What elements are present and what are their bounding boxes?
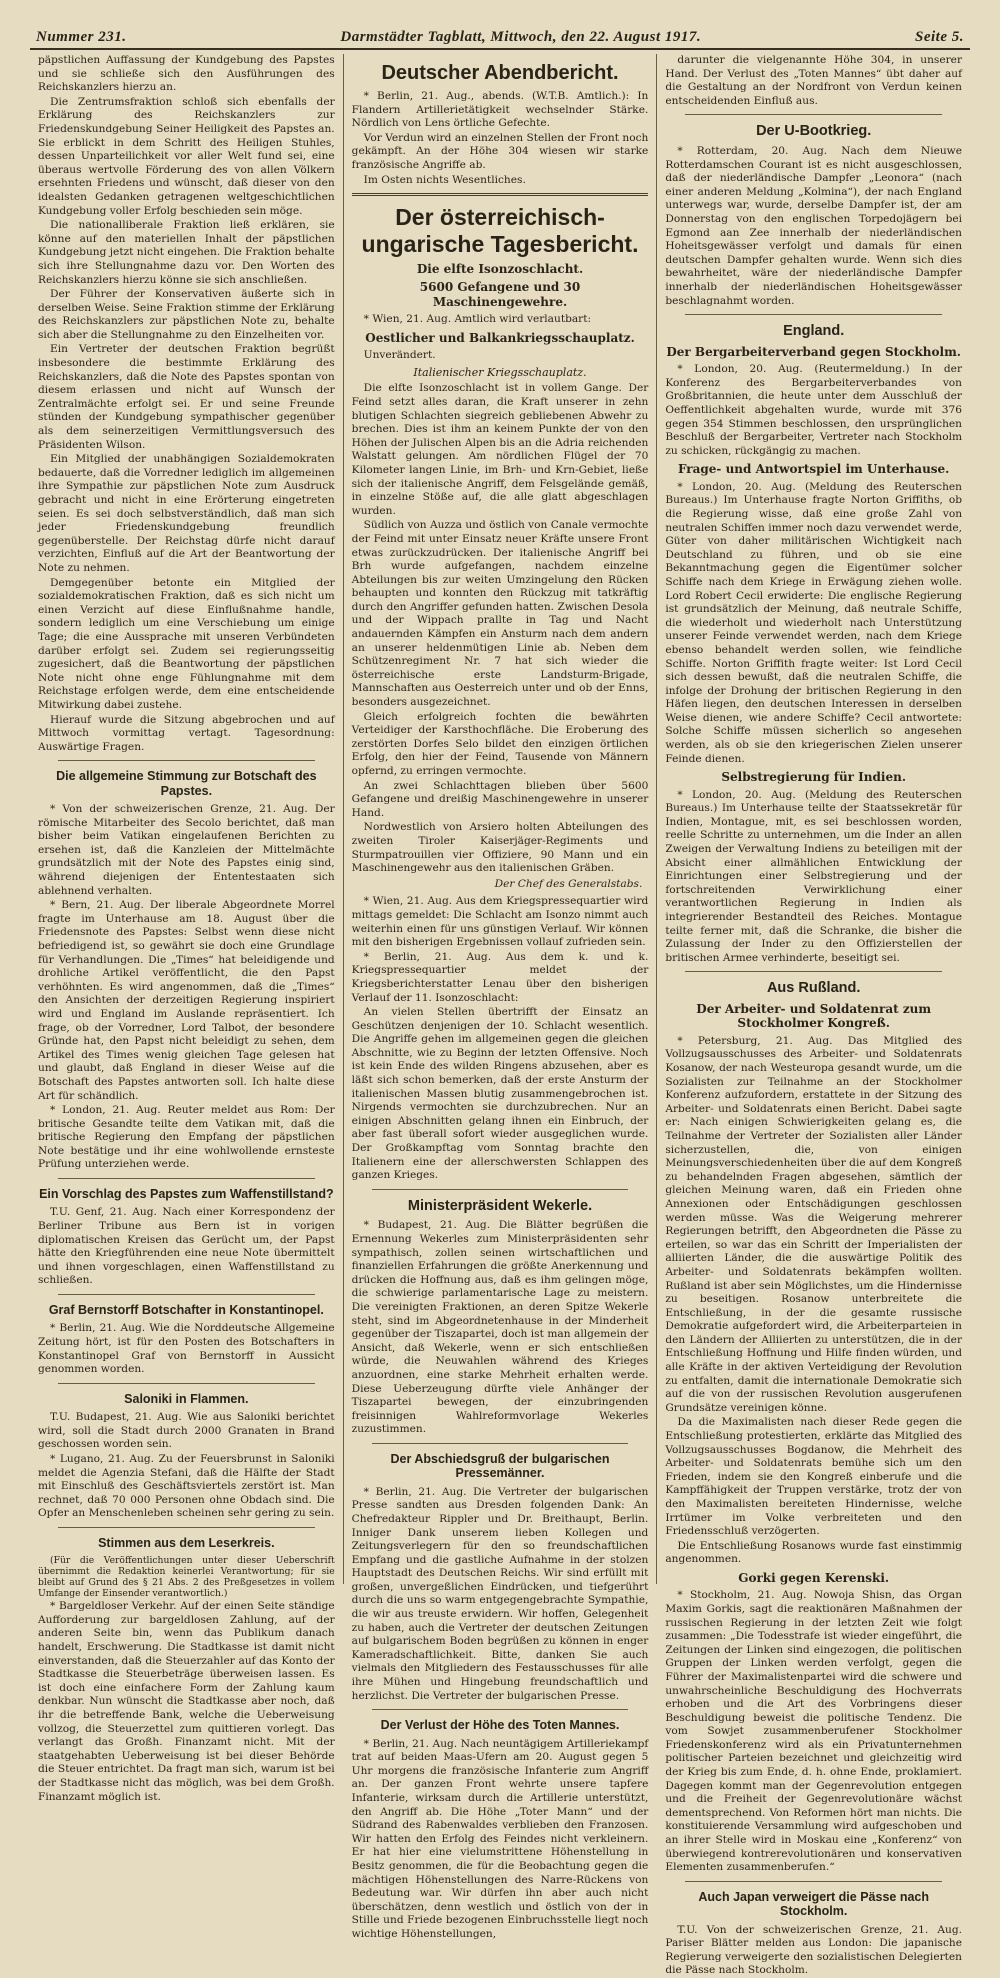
subheadline: Oestlicher und Balkankriegsschauplatz.	[365, 330, 635, 345]
headline-toter-mann: Der Verlust der Höhe des Toten Mannes.	[380, 1718, 620, 1733]
article-paragraph: Gleich erfolgreich fochten die bewährten Verteidiger der Karsthochfläche. Die Eroberung des zerstörten Dorfes Selo bildet den einzigen örtlichen Erfolg, den hier der Feind, Tausende von Männern opfernd, zu erringen vermochte.	[351, 710, 649, 777]
headline-abschiedsgruss: Der Abschiedsgruß der bulgarischen Pressemänner.	[390, 1451, 610, 1481]
article-paragraph: päpstlichen Auffassung der Kundgebung des Papstes und sie schließe sich den Ausführungen des Reichskanzlers hierzu an.	[38, 54, 335, 94]
headline-wekerle: Ministerpräsident Wekerle.	[407, 1197, 593, 1214]
subheadline: 5600 Gefangene und 30 Maschinengewehre.	[419, 280, 581, 309]
subheadline: Italienischer Kriegsschauplatz.	[413, 365, 587, 379]
columns	[30, 54, 970, 1977]
divider	[58, 1527, 315, 1528]
headline-abendbericht: Deutscher Abendbericht.	[381, 62, 619, 84]
article-paragraph: Vor Verdun wird an einzelnen Stellen der Front noch gekämpft. An der Höhe 304 wiesen wir starke französische Angriffe ab.	[351, 131, 649, 171]
article-paragraph: * Lugano, 21. Aug. Zu der Feuersbrunst in Saloniki meldet die Agenzia Stefani, daß die Hälfte der Stadt mit Einschluß des Geschäftsviertels zerstört ist. Man rechnet, daß 70 000 Personen ohne Obdach sind. Die Opfer an Menschenleben scheinen sehr gering zu sein.	[38, 1452, 335, 1520]
article-paragraph: Ein Vertreter der deutschen Fraktion begrüßt insbesondere die bestimmte Erklärung des Reichskanzlers, daß die Note des Papstes spontan von diesem erlassen und nicht auf Wunsch der Zentralmächte erfolgt sei. Er und seine Freunde stünden der Kundgebung sympathischer gegenüber als dem seinerzeitigen Vermittlungsversuch des Präsidenten Wilson.	[38, 343, 335, 451]
article-paragraph: * Bern, 21. Aug. Der liberale Abgeordnete Morrel fragte im Unterhause am 18. August über die Friedensnote des Papstes: Selbst wenn diese nicht befriedigend ist, so gewährt sie doch eine Grundlage für Verhandlungen. Die „Times“ hat beleidigende und drohliche Artikel veröffentlicht, die den Papst verhöhnten. Es wird angenommen, daß die „Times“ den Ansichten der derzeitigen Regierung inspiriert wird und England im Auslande repräsentiert. Ich frage, ob der Vorredner, Lord Talbot, der besondere Gründe hat, den Papst nicht beleidigt zu sehen, dem Artikel des Times wenig gleichen Tage gelesen hat und glaubt, daß England in dieser Weise auf die Botschaft des Papstes antworten soll. Ich halte diese Art für schändlich.	[38, 899, 335, 1102]
article-paragraph: Demgegenüber betonte ein Mitglied der sozialdemokratischen Fraktion, daß es sich nicht um einen Verzicht auf diese Einflußnahme handle, sondern lediglich um eine Verschiebung um einige Tage; die eine Aussprache mit unseren Verbündeten darüber erfolgt sei. Zudem sei regierungsseitig zugesichert, daß die Beantwortung der päpstlichen Note nicht ohne enge Fühlungnahme mit dem Reichstage erfolgen werde, dem eine entscheidende Mitwirkung dabei zustehe.	[38, 576, 335, 711]
article-paragraph: * Rotterdam, 20. Aug. Nach dem Nieuwe Rotterdamschen Courant ist es nicht ausgeschlossen, daß der niederländische Dampfer „Leonora“ (nach einer anderen Meldung „Kolmina“), der nach England unterwegs war, wurde, derselbe Dampfer ist, der am Donnerstag von den englischen Torpedojägern bei Egmond aan Zee innerhalb der niederländischen Hoheitsgewässer verfolgt und damals für einen deutschen Dampfer gehalten wurde. Wenn sich dies bewahrheitet, wäre der niederländische Dampfer innerhalb der niederländischen Hoheitsgewässer beschlagnahmt worden.	[665, 145, 963, 307]
article-paragraph: * Berlin, 21. Aug. Aus dem k. und k. Kriegspressequartier meldet der Kriegsberichterstatter Lenau über den bisherigen Verlauf der 11. Isonzoschlacht:	[351, 950, 649, 1004]
article-paragraph: Ein Mitglied der unabhängigen Sozialdemokraten bedauerte, daß die Vorredner lediglich im allgemeinen ihre Sympathie zur päpstlichen Note zum Ausdruck gebracht und nicht in eine Erörterung eingetreten seien. Es sei doch selbstverständlich, daß man sich jeder Friedenskundgebung freundlich gegenüberstelle. Der Reichstag dürfe nicht darauf verzichten, Einfluß auf die Art der Beantwortung der Note zu nehmen.	[38, 453, 335, 574]
headline-stimmung: Die allgemeine Stimmung zur Botschaft des Papstes.	[56, 769, 317, 798]
subheadline: Der Bergarbeiterverband gegen Stockholm.	[666, 344, 961, 359]
article-paragraph: Der Führer der Konservativen äußerte sich in derselben Weise. Seine Fraktion stimme der Erklärung des Reichskanzlers zur päpstlichen Note zu, behalte sich aber die Stellungnahme zu den Einzelheiten vor.	[38, 288, 335, 341]
article-paragraph: * Berlin, 21. Aug. Die Vertreter der bulgarischen Presse sandten aus Dresden folgenden Dank: An Chefredakteur Rippler und Dr. Breithaupt, Berlin. Inniger Dank unserem lieben Kollegen und Zeitungsverlegern für den so freundschaftlichen Empfang und die gastliche Aufnahme in der stolzen Hauptstadt des Deutschen Reichs. Wir sind erfüllt mit großen, unvergeßlichen Eindrücken, und tiefgerührt durch die uns so warm entgegengebrachte Sympathie, die wir aus treuste erwidern. Wir hoffen, Gelegenheit zu haben, auch die Vertreter der deutschen Zeitungen auf bulgarischem Boden begrüßen zu können in enger Kameradschaftlichkeit. Bitte, danken Sie auch vielmals den Mitgliedern des Festausschusses für alle ihre Mühen und Hingebung freundschaftlich und herzlichst. Die Vertreter der bulgarischen Presse.	[351, 1485, 649, 1702]
subheadline: Gorki gegen Kerenski.	[738, 1570, 890, 1585]
headline-saloniki: Saloniki in Flammen.	[124, 1391, 249, 1406]
column-3	[656, 54, 970, 1977]
divider	[58, 1178, 315, 1179]
article-paragraph: * London, 20. Aug. (Meldung des Reuterschen Bureaus.) Im Unterhause teilte der Staatssekretär für Indien, Montague, mit, es sei beschlossen worden, reelle Schritte zu unternehmen, um die Inder an allen Zweigen der Verwaltung Indiens zu beteiligen mit der Absicht einer allmählichen Entwicklung der Einrichtungen einer Selbstregierung und der fortschreitenden Verwirklichung einer verantwortlichen Regierung in Indien als integrierender Bestandteil des Reiches. Montague teilte ferner mit, daß die Schranke, die bisher die Zulassung der Inder zu den Offizierstellen der britischen Armee verhinderte, beseitigt sei.	[665, 788, 963, 964]
divider	[685, 114, 942, 115]
article-paragraph: T.U. Von der schweizerischen Grenze, 21. Aug. Pariser Blätter melden aus London: Die japanische Regierung verweigerte den sozialistischen Delegierten die Pässe nach Stockholm.	[665, 1923, 963, 1977]
divider	[372, 1709, 629, 1710]
article-paragraph: Im Osten nichts Wesentliches.	[363, 173, 526, 186]
headline-oesterreich: Der österreichisch-ungarische Tagesbericht.	[361, 204, 639, 257]
masthead	[30, 26, 970, 50]
article-paragraph: Da die Maximalisten nach dieser Rede gegen die Entschließung protestierten, erklärte das Mitglied des Vollzugsausschusses Bogdanow, die Mehrheit des Arbeiter- und Soldatenrats bemühe sich um den Frieden, indem sie den Kongreß einberufe und die Kampffähigkeit der Truppen verstärke, trotz der von den Maximalisten bereiteten Hindernisse, welche Irrtümer im Volke verbreiteten und den Friedensschluß verzögerten.	[665, 1416, 963, 1538]
article-paragraph: Die Zentrumsfraktion schloß sich ebenfalls der Erklärung des Reichskanzlers zur Friedenskundgebung Seiner Heiligkeit des Papstes an. Sie erblickt in dem Schritt des Heiligen Stuhles, dessen Unparteilichkeit vor aller Welt fund sei, eine überaus wertvolle Förderung des von allen Völkern ersehnten Friedens und wünscht, daß dieser von den idealsten Gedanken getragenen weltgeschichtlichen Kundgebung voller Erfolg beschieden sein möge.	[38, 95, 335, 217]
subheadline: Frage- und Antwortspiel im Unterhause.	[677, 462, 950, 477]
subheadline: Die elfte Isonzoschlacht.	[416, 262, 584, 277]
divider	[372, 1443, 629, 1444]
page-number: Seite 5.	[914, 28, 964, 45]
article-paragraph: * Stockholm, 21. Aug. Nowoja Shisn, das Organ Maxim Gorkis, sagt die reaktionären Maßnahmen der russischen Regierung in der letzten Zeit wie folgt zusammen: „Die Todesstrafe ist wieder eingeführt, die Zeitungen der Linken sind eingezogen, die politischen Gruppen der Linken werden verfolgt, gegen die Führer der Maximalistenpartei wird die schwere und unwahrscheinliche Beschuldigung des Hochverrats erhoben und die Art des Vorbringens dieser Beschuldigung beweist die politische Tendenz. Die vom Sowjet zusammenberufener Stockholmer Friedenskonferenz wird als ein Privatunternehmen politischer Parteien bezeichnet und gleichzeitig wird der Krieg bis zum Ende, d. h. ohne Ende, proklamiert. Dagegen kommt man der Gegenrevolution entgegen und die Freiheit der Gegenrevolutionäre wächst dementsprechend. Von Reformen hört man nichts. Die konstituierende Versammlung wird aufgeschoben und an ihrer Stelle wird in Moskau eine „Konferenz“ von überwiegend kontrerevolutionären und konservativen Elementen zusammenberufen.“	[665, 1589, 963, 1874]
headline-leserkreis: Stimmen aus dem Leserkreis.	[98, 1535, 275, 1550]
headline-ubootkrieg: Der U-Bootkrieg.	[756, 123, 872, 140]
article-paragraph: Südlich von Auzza und östlich von Canale vermochte der Feind mit unter Einsatz neuer Kräfte unsere Front etwas zurückzudrücken. Der italienische Angriff bei Brh wurde aufgefangen, nachdem einzelne Abteilungen bis zur weiten Umzingelung den Rücken behaupten und konnten den Rückzug mit tatkräftig durch den Angriffer gefunden hatten. Zwischen Desola und der Wippach prallte in Tag und Nacht andauernden Kämpfen ein Ansturm nach dem andern an unserer heldenmütigen Linie ab. Neben dem Schützenregiment Nr. 7 hat sich wieder die österreichische erste Landsturm-Brigade, Mannschaften aus Oesterreich unter und ob der Enns, besonders ausgezeichnet.	[351, 519, 649, 709]
article-paragraph: * London, 21. Aug. Reuter meldet aus Rom: Der britische Gesandte teilte dem Vatikan mit, daß die britische Regierung den Empfang der päpstlichen Note bestätige und ihr eine wohlwollende ernsteste Prüfung unterziehen werde.	[38, 1104, 335, 1171]
signature: Der Chef des Generalstabs.	[494, 877, 643, 890]
article-paragraph: Die Entschließung Rosanows wurde fast einstimmig angenommen.	[665, 1539, 963, 1566]
divider	[58, 760, 315, 761]
editorial-note: (Für die Veröffentlichungen unter dieser Ueberschrift übernimmt die Redaktion keinerlei Verantwortung; für sie bleibt auf Grund des § 21 Abs. 2 des Preßgesetzes in vollem Umfange der Einsender verantwortlich.)	[38, 1555, 335, 1600]
issue-number: Nummer 231.	[36, 28, 127, 45]
newspaper-title: Darmstädter Tagblatt, Mittwoch, den 22. August 1917.	[340, 28, 702, 45]
divider	[685, 314, 942, 315]
article-paragraph: * London, 20. Aug. (Meldung des Reuterschen Bureaus.) Im Unterhause fragte Norton Griffiths, ob die Regierung wisse, daß eine große Zahl von neutralen Schiffen immer noch dazu verwendet werde, Güter von daher militärischen Wichtigkeit nach Deutschland zu führen, und ob sie eine Bekanntmachung gegen die Eigentümer solcher Schiffe nach dem Kriege in Erwägung ziehen wolle. Lord Robert Cecil erwiderte: Die englische Regierung ist grundsätzlich der Meinung, daß neutrale Schiffe, die wiederholt und wiederholt nach Unterstützung unserer Feinde verwendet werden, nach dem Kriege ebenso behandelt werden sollen, wie feindliche Schiffe. Norton Griffith fragte weiter: Ist Lord Cecil sich dessen bewußt, daß die neutralen Schiffe, die infolge der Drohung der britischen Regierung in den Häfen liegen, den deutschen Interessen in derselben Weise dienen, wie andere Schiffe? Cecil antwortete: Solche Schiffe müssen sicherlich so angesehen werden, als ob sie den kriegerischen Zielen unserer Feinde dienen.	[665, 480, 963, 765]
article-paragraph: Unverändert.	[363, 349, 436, 362]
article-paragraph: * Bargeldloser Verkehr. Auf der einen Seite ständige Aufforderung zur bargeldlosen Zahlung, auf der anderen Seite bin, wenn das Publikum danach handelt, Erschwerung. Die Stadtkasse ist damit nicht einverstanden, daß die Steuerzahler auf das Konto der Stadtkasse die Steuerbeträge überweisen lassen. Es ist doch eine einfachere Form der Zahlung kaum denkbar. Nun wünscht die Stadtkasse aber noch, daß ihr die betreffende Bank, welche die Ueberweisung vollzog, die Steuerzettel zum quittieren vorlegt. Das verlangt das Großh. Finanzamt nicht. Mit der staatgehabten Ueberweisung ist bei dieser Behörde die Steuer entrichtet. Da fragt man sich, warum ist bei der Stadtkasse nicht das möglich, was bei dem Großh. Finanzamt möglich ist.	[38, 1600, 335, 1803]
article-paragraph: * Wien, 21. Aug. Aus dem Kriegspressequartier wird mittags gemeldet: Die Schlacht am Isonzo nimmt auch weiterhin einen für uns günstigen Verlauf. Wir können mit den bisherigen Ergebnissen vollauf zufrieden sein.	[351, 895, 649, 949]
article-paragraph: * Petersburg, 21. Aug. Das Mitglied des Vollzugsausschusses des Arbeiter- und Soldatenrats Kosanow, der nach Westeuropa gesandt wurde, um die Sozialisten zur Teilnahme an der Stockholmer Konferenz aufzufordern, erstattete in der Sitzung des Arbeiter- und Soldatenrats einen Bericht. Dabei sagte er: Nach einigen Schwierigkeiten gelang es, die Teilnahme der Vertreter der Sozialisten aller Länder sicherzustellen, die, von einigen Meinungsverschiedenheiten über die auf dem Kongreß zu behandelnden Fragen abgesehen, sämtlich der gleichen Meinung waren, daß ein Frieden ohne Annexionen oder Entschädigungen geschlossen werden müsse. Was die Weigerung mehrerer Regierungen betrifft, den Abgeordneten die Pässe zu erteilen, so war das ein Schritt der Imperialisten der alliierten Länder, die die auswärtige Politik des Arbeiter- und Soldatenrats bekämpfen wollten. Rußland ist aber sein Möglichstes, um die Hindernisse zu beseitigen. Rosanow unterbreitete die Entschließung, in der die gesamte russische Demokratie aufgefordert wird, die Arbeiterparteien in den Ländern der Alliierten zu unterstützen, die in der Entschließung Hoffnung und Hilfe finden würden, und alle Kräfte in der aktiven Verteidigung der Revolution zu entfalten, damit die internationale Demokratie sich auf die von der russischen Revolution ausgerufenen Grundsätze vereinigen könne.	[665, 1034, 963, 1414]
subheadline: Der Arbeiter- und Soldatenrat zum Stockholmer Kongreß.	[696, 1002, 932, 1031]
article-paragraph: * London, 20. Aug. (Reutermeldung.) In der Konferenz des Bergarbeiterverbandes von Großbritannien, die heute unter dem Ausschluß der Oeffentlichkeit abgehalten wurde, wurde mit 376 gegen 354 Stimmen beschlossen, den ursprünglichen Beschluß der Bergarbeiter, Vertreter nach Stockholm zu schicken, rückgängig zu machen.	[665, 363, 963, 457]
headline-vorschlag: Ein Vorschlag des Papstes zum Waffenstillstand?	[39, 1187, 334, 1202]
article-paragraph: * Berlin, 21. Aug., abends. (W.T.B. Amtlich.): In Flandern Artillerietätigkeit wechselnder Stärke. Nördlich von Lens örtliche Gefechte.	[351, 90, 649, 130]
article-paragraph: An zwei Schlachttagen blieben über 5600 Gefangene und dreißig Maschinengewehre in unserer Hand.	[351, 779, 649, 819]
article-paragraph: * Wien, 21. Aug. Amtlich wird verlautbart:	[363, 313, 592, 326]
article-paragraph: Hierauf wurde die Sitzung abgebrochen und auf Mittwoch vormittag vertagt. Tagesordnung: Auswärtige Fragen.	[38, 713, 335, 753]
article-paragraph: * Berlin, 21. Aug. Nach neuntägigem Artilleriekampf trat auf beiden Maas-Ufern am 20. August gegen 5 Uhr morgens die französische Infanterie zum Angriff an. Der ganzen Front wehrte unsere tapfere Infanterie, wirksam durch die Artillerie unterstützt, den Angriff ab. Die Höhe „Toter Mann“ und der Südrand des Rabenwaldes verblieben den Franzosen. Wir hatten den Erfolg des Feindes nicht verkleinern. Er hat hier eine vielumstrittene Höhenstellung in Besitz genommen, die für die Beobachtung gegen die mächtigen Höhenstellungen des Narre-Rückens von Bedeutung war. Wir dürfen ihn aber auch nicht überschätzen, denn westlich und östlich von der in Stille und Friede bezogenen Einbruchsstelle liegt noch wichtige Höhenstellungen,	[351, 1737, 649, 1940]
article-paragraph: T.U. Budapest, 21. Aug. Wie aus Saloniki berichtet wird, soll die Stadt durch 2000 Granaten in Brand geschossen worden sein.	[38, 1411, 335, 1451]
divider	[685, 971, 942, 972]
headline-russland: Aus Rußland.	[766, 980, 861, 997]
article-paragraph: * Budapest, 21. Aug. Die Blätter begrüßen die Ernennung Wekerles zum Ministerpräsidenten sehr sympathisch, zollen seinen wirtschaftlichen und finanziellen Erfahrungen die größte Anerkennung und drücken die Hoffnung aus, daß es ihm gelingen möge, die schwierige parlamentarische Lage zu meistern. Die vereinigten Fraktionen, an deren Spitze Wekerle steht, sind im Abgeordnetenhause in der Minderheit gegenüber der Tiszapartei, doch ist man allgemein der Ansicht, daß Wekerle, wenn er sich entschließen würde, die Neuwahlen während des Krieges anzuordnen, eine starke Mehrheit erhalten werde. Diese Ueberzeugung dürfte viele Anhänger der Tiszapartei bewegen, der einzubringenden freisinnigen Wahlreformvorlage Wekerles zuzustimmen.	[351, 1219, 649, 1436]
article-paragraph: Die elfte Isonzoschlacht ist in vollem Gange. Der Feind setzt alles daran, die Kraft unserer in zehn blutigen Schlachten siegreich gebliebenen Abwehr zu brechen. Dies ist ihm an keinem Punkte der von den Höhen der Julischen Alpen bis an die Adria reichenden Walstatt gelungen. Am nördlichen Flügel der 70 Kilometer langen Linie, im Brh- und Krn-Gebiet, ließe sich der italienische Angriff, dem Felsgelände gemäß, in einzelne Stöße auf, die alle glatt abgeschlagen wurden.	[351, 382, 649, 517]
headline-england: England.	[783, 323, 845, 340]
divider	[58, 1294, 315, 1295]
article-paragraph: T.U. Genf, 21. Aug. Nach einer Korrespondenz der Berliner Tribune aus Bern ist in vorigen diplomatischen Kreisen das Gerücht um, der Papst hätte den Kriegführenden eine neue Note übermittelt und ihnen vorgeschlagen, einen Waffenstillstand zu schließen.	[38, 1206, 335, 1287]
article-paragraph: Nordwestlich von Arsiero holten Abteilungen des zweiten Tiroler Kaiserjäger-Regiments und Sturmpatrouillen vier Offiziere, 90 Mann und ein Maschinengewehr aus den italienischen Gräben.	[351, 821, 649, 875]
subheadline: Selbstregierung für Indien.	[721, 770, 906, 785]
divider	[372, 1189, 629, 1190]
article-paragraph: Die nationalliberale Fraktion ließ erklären, sie könne auf den materiellen Inhalt der päpstlichen Kundgebung jetzt nicht eingehen. Die Fraktion behalte sich ihre Stellungnahme dazu vor. Den Worten des Reichskanzlers hierzu könne sie sich anschließen.	[38, 219, 335, 286]
divider	[352, 193, 649, 196]
column-1	[30, 54, 343, 1803]
divider	[58, 1383, 315, 1384]
article-paragraph: An vielen Stellen übertrifft der Einsatz an Geschützen denjenigen der 10. Schlacht wesentlich. Die Angriffe gehen im allgemeinen gegen die gleichen Abschnitte, wie zu Beginn der letzten Offensive. Noch ist kein Ende des wilden Ringens abzusehen, aber es läßt sich schon bemerken, daß der erste Ansturm der italienischen Massen blutig zusammengebrochen ist. Nirgends vermochten sie durchzubrechen. Nur an einigen Abschnitten gelang ihnen ein Einbruch, der aber fast überall sofort wieder ausgeglichen wurde. Der Großkampftag vom Sonntag brachte den Italienern eine der allerschwersten Schlappen des ganzen Krieges.	[351, 1006, 649, 1182]
headline-japan: Auch Japan verweigert die Pässe nach Stockholm.	[698, 1889, 929, 1919]
article-paragraph: * Von der schweizerischen Grenze, 21. Aug. Der römische Mitarbeiter des Secolo berichtet, daß man bisher beim Vatikan eingelaufenen Berichten zu ersehen ist, daß die Kanzleien der Mittelmächte grundsätzlich mit der Note des Papstes einig sind, während diejenigen der Ententestaaten sich ablehnend verhalten.	[38, 803, 335, 897]
headline-bernstorff: Graf Bernstorff Botschafter in Konstantinopel.	[48, 1303, 324, 1317]
article-paragraph: * Berlin, 21. Aug. Wie die Norddeutsche Allgemeine Zeitung hört, ist für den Posten des Botschafters in Konstantinopel Graf von Bernstorff in Aussicht genommen worden.	[38, 1322, 335, 1376]
article-paragraph: darunter die vielgenannte Höhe 304, in unserer Hand. Der Verlust des „Toten Mannes“ übt daher auf die Gestaltung an der Nordfront von Verdun keinen entscheidenden Einfluß aus.	[665, 54, 963, 107]
column-2	[343, 54, 657, 1940]
divider	[685, 1881, 942, 1882]
